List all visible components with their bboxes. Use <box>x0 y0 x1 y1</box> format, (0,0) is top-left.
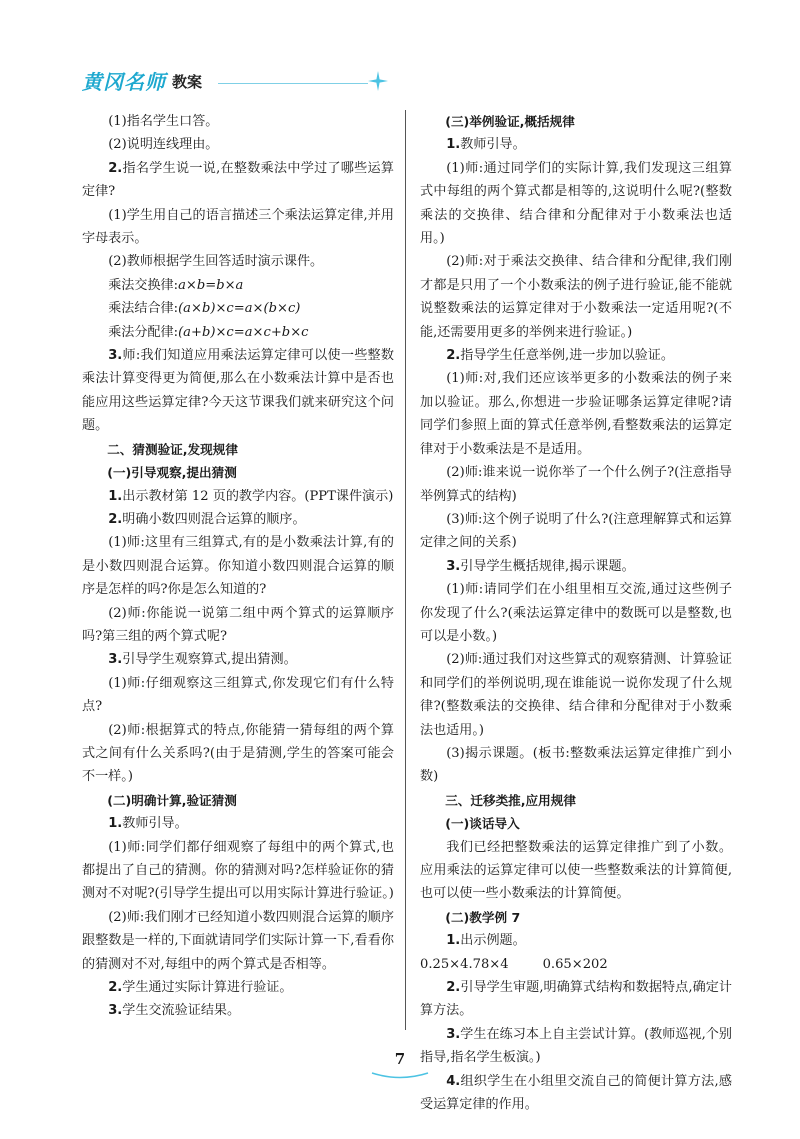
step-number: 3. <box>446 1026 461 1042</box>
numbered-step <box>82 976 394 999</box>
step-number: 2. <box>108 511 123 527</box>
paragraph: (2)师:我们刚才已经知道小数四则混合运算的顺序跟整数是一样的,下面就请同学们实际计算一下,看看你的猜测对不对,每组中的两个算式是否相等。 <box>82 909 394 972</box>
numbered-step <box>82 648 394 671</box>
section-heading: 三、迁移类推,应用规律 <box>445 792 576 808</box>
paragraph: (2)说明连线理由。 <box>108 137 219 153</box>
section-heading: (二)教学例 7 <box>445 909 521 925</box>
numbered-step <box>420 133 732 156</box>
page-number: 7 <box>394 1050 406 1068</box>
paragraph: (2)师:根据算式的特点,你能猜一猜每组的两个算式之间有什么关系吗?(由于是猜测,学生的答案可能会不一样。) <box>82 722 394 785</box>
expression-a: 0.25×4.78×4 <box>420 956 509 972</box>
step-number: 3. <box>108 652 123 668</box>
law-formula <box>82 274 394 297</box>
column-divider <box>405 110 406 1030</box>
left-column <box>82 110 394 1023</box>
step-number: 2. <box>108 160 123 176</box>
paragraph: (2)师:对于乘法交换律、结合律和分配律,我们刚才都是只用了一个小数乘法的例子进行验证,能不能就说整数乘法的运算定律对于小数乘法一定适用呢?(不能,还需要用更多的举例来进行验证。) <box>420 254 732 340</box>
example-expressions <box>420 953 732 976</box>
step-text: 指名学生说一说,在整数乘法中学过了哪些运算定律? <box>82 160 394 200</box>
step-number: 1. <box>446 933 461 949</box>
paragraph: (2)师:你能说一说第二组中两个算式的运算顺序吗?第三组的两个算式呢? <box>82 605 394 644</box>
section-heading: (一)谈话导入 <box>445 816 520 832</box>
step-text: 教师引导。 <box>122 816 188 832</box>
paragraph: 我们已经把整数乘法的运算定律推广到了小数。应用乘法的运算定律可以使一些整数乘法的计算简便,也可以使一些小数乘法的计算简便。 <box>420 839 732 902</box>
page-header <box>82 66 322 96</box>
paragraph: (1)师:通过同学们的实际计算,我们发现这三组算式中每组的两个算式都是相等的,这说明什么呢?(整数乘法的交换律、结合律和分配律对于小数乘法也适用。) <box>420 160 732 247</box>
expression-b: 0.65×202 <box>542 956 608 972</box>
step-number: 1. <box>108 488 123 504</box>
step-text: 师:我们知道应用乘法运算定律可以使一些整数乘法计算变得更为简便,那么在小数乘法计算中是否也能应用这些运算定律?今天这节课我们就来研究这个问题。 <box>82 348 394 434</box>
paragraph: (1)师:同学们都仔细观察了每组中的两个算式,也都提出了自己的猜测。你的猜测对吗?怎样验证你的猜测对不对呢?(引导学生提出可以用实际计算进行验证。) <box>82 839 394 902</box>
law-name: 乘法交换律: <box>108 277 179 293</box>
step-text: 学生通过实际计算进行验证。 <box>122 980 293 996</box>
numbered-step <box>82 485 394 508</box>
numbered-step <box>420 929 732 952</box>
header-rule <box>218 83 368 84</box>
step-text: 学生交流验证结果。 <box>122 1003 241 1019</box>
step-text: 引导学生概括规律,揭示课题。 <box>460 558 635 574</box>
step-number: 2. <box>108 980 123 996</box>
step-number: 3. <box>108 348 123 364</box>
paragraph: (3)揭示课题。(板书:整数乘法运算定律推广到小数) <box>420 745 732 785</box>
section-heading: (一)引导观察,提出猜测 <box>107 465 237 481</box>
paragraph: (1)师:仔细观察这三组算式,你发现它们有什么特点? <box>82 675 394 715</box>
step-text: 明确小数四则混合运算的顺序。 <box>122 511 306 527</box>
paragraph: (1)师:对,我们还应该举更多的小数乘法的例子来加以验证。那么,你想进一步验证哪条运算定律呢?请同学们参照上面的算式任意举例,看整数乘法的运算定律对于小数乘法是不是适用。 <box>420 371 732 457</box>
paragraph: (1)指名学生口答。 <box>108 114 219 129</box>
section-heading: (三)举例验证,概括规律 <box>445 114 575 129</box>
sparkle-icon <box>366 69 390 93</box>
numbered-step <box>420 344 732 367</box>
paragraph: (2)师:通过我们对这些算式的观察猜测、计算验证和同学们的举例说明,现在谁能说一说你发现了什么规律?(整数乘法的交换律、结合律和分配律对于小数乘法也适用。) <box>420 652 732 738</box>
step-text: 指导学生任意举例,进一步加以验证。 <box>460 348 674 364</box>
step-number: 1. <box>108 816 123 832</box>
step-text: 引导学生观察算式,提出猜测。 <box>122 652 297 668</box>
step-text: 组织学生在小组里交流自己的简便计算方法,感受运算定律的作用。 <box>420 1073 732 1113</box>
numbered-step <box>420 976 732 1023</box>
step-number: 2. <box>446 348 461 364</box>
formula-expression: (a×b)×c=a×(b×c) <box>178 301 301 317</box>
law-formula <box>82 297 394 320</box>
step-text: 引导学生审题,明确算式结构和数据特点,确定计算方法。 <box>420 980 732 1019</box>
law-name: 乘法分配律: <box>108 324 179 340</box>
step-number: 3. <box>446 558 461 574</box>
paragraph: (1)学生用自己的语言描述三个乘法运算定律,并用字母表示。 <box>82 207 394 247</box>
numbered-step <box>420 555 732 578</box>
section-heading: (二)明确计算,验证猜测 <box>107 792 237 808</box>
header-subtitle: 教案 <box>172 73 203 91</box>
step-text: 出示教材第 12 页的教学内容。(PPT课件演示) <box>122 488 394 504</box>
section-heading: 二、猜测验证,发现规律 <box>107 441 238 457</box>
step-number: 4. <box>446 1073 461 1089</box>
right-column <box>420 110 732 1116</box>
numbered-step <box>82 999 394 1022</box>
step-number: 3. <box>108 1003 123 1019</box>
paragraph: (3)师:这个例子说明了什么?(注意理解算式和运算定律之间的关系) <box>420 511 732 551</box>
formula-expression: a×b=b×a <box>178 277 244 293</box>
formula-expression: (a+b)×c=a×c+b×c <box>178 324 309 340</box>
page-number-ornament <box>370 1070 430 1080</box>
step-text: 出示例题。 <box>460 933 526 949</box>
brand-logo: 黄冈名师 <box>82 70 166 94</box>
step-text: 学生在练习本上自主尝试计算。(教师巡视,个别指导,指名学生板演。) <box>420 1026 732 1066</box>
numbered-step <box>420 1070 732 1117</box>
paragraph: (2)师:谁来说一说你举了一个什么例子?(注意指导举例算式的结构) <box>420 465 732 504</box>
law-name: 乘法结合律: <box>108 301 179 317</box>
numbered-step <box>82 508 394 531</box>
step-text: 教师引导。 <box>460 137 526 153</box>
paragraph: (1)师:请同学们在小组里相互交流,通过这些例子你发现了什么?(乘法运算定律中的数既可以是整数,也可以是小数。) <box>420 582 732 644</box>
law-formula <box>82 321 394 344</box>
paragraph: (1)师:这里有三组算式,有的是小数乘法计算,有的是小数四则混合运算。你知道小数四则混合运算的顺序是怎样的吗?你是怎么知道的? <box>82 535 394 598</box>
step-number: 2. <box>446 980 461 996</box>
step-number: 1. <box>446 137 461 153</box>
paragraph: (2)教师根据学生回答适时演示课件。 <box>108 254 324 270</box>
numbered-step <box>82 344 394 438</box>
numbered-step <box>82 812 394 835</box>
numbered-step <box>82 157 394 204</box>
